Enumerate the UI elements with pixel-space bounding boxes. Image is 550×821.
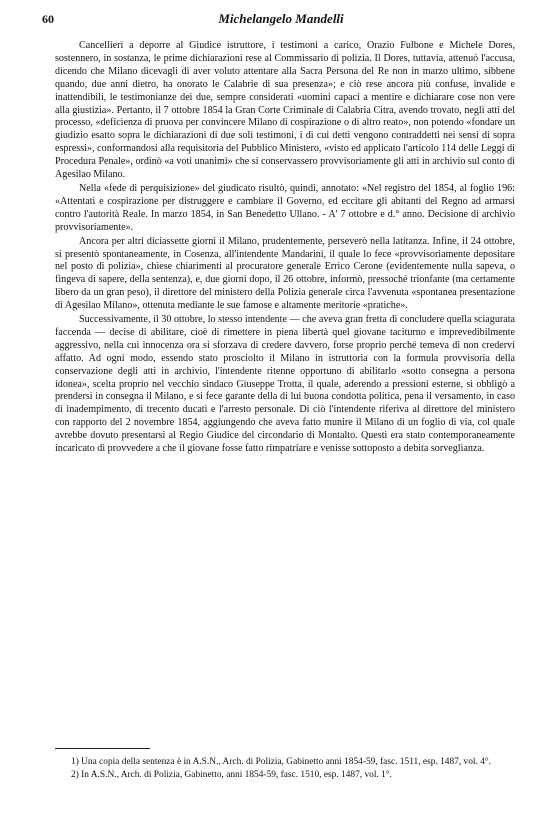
paragraph: Successivamente, il 30 ottobre, lo stesso intendente — che aveva gran fretta di concludere quella sciagurata faccenda — decise di abilitare, cioè di rimettere in piena libertà quel giovane taciturno e imprevedibilmente aggressivo, nella cui innocenza ora si sforzava di credere davvero, forse proprio perché temeva di non crederví affatto. Ad ogni modo, essendo stato prosciolto il Milano in istruttoria con la formula provvisoria della conservazione degli atti in archivio, l'intendente ritenne opportuno di abilitarlo «sotto consegna a persona idonea», scelta proprio nel vecchio sindaco Giuseppe Trotta, il quale, aderendo a pressioni esterne, si obbligò a prendersi in consegna il Milano, e si fece garante della di lui buona condotta politica, pena il versamento, in caso di inadempimento, di trecento ducati e l'arresto personale. Di ciò l'intendente riferiva al direttore del ministero con rapporto del 2 novembre 1854, aggiungendo che aveva fatto munire il Milano di un foglio di via, col quale avrebbe dovuto presentarsi al Regio Giudice del circondario di Montalto. Questi era stato contemporaneamente incaricato di provvedere a che il giovane fosse fatto rimpatriare e venisse sottoposto a debita sorveglianza. [55, 314, 515, 455]
page-number: 60 [42, 12, 54, 26]
paragraph: Nella «fede di perquisizione» del giudicato risultò, quindi, annotato: «Nel registro del 1854, al foglio 196: «Attentati e cospirazione per distruggere e cambiare il Governo, ed eccitare gli abitanti del Regno ad armarsi contro l'autorità Reale. In marzo 1854, in San Benedetto Ullano. - A' 7 ottobre e d.° anno. Decisione di archivio provvisoriamente». [55, 182, 515, 233]
footnote-divider [55, 748, 150, 749]
main-text [55, 40, 515, 457]
paragraph: Cancellieri a deporre al Giudice istruttore, i testimoni a carico, Orazio Fulbone e Michele Dores, sostennero, in sostanza, le prime dichiarazioni rese al Commissario di polizia. Il Dores, tuttavia, attenuò l'accusa, dicendo che Milano dicevagli di aver voluto attentare alla Sacra Persona del Re non in marzo ultimo, sibbene quando, due anni dietro, ha onorato le Calabrie di sua presenza»; e ciò rese ancora più confuse, invalide e inattendibili, le testimonianze dei due, sempre considerati «uomini capaci a mentire e dichiarare cose non vere alla giustizia». Pertanto, il 7 ottobre 1854 la Gran Corte Criminale di Calabria Citra, avendo trovato, negli atti del processo, «deficienza di pruova per convincere Milano di cospirazione o di altro reato», non potendo «fondare un giudizio esatto sopra le dichiarazioni di due soli testimoni, i di cui detti vengono contraddetti nei sensi di sopra espressi», conformandosi alla requisitoria del Pubblico Ministero, «visto ed applicato l'articolo 114 delle Leggi di Procedura Penale», ordinò «a voti unanimi» che si conservassero provvisoriamente gli atti in archivio sul conto di Agesilao Milano. [55, 40, 515, 181]
paragraph: Ancora per altri diciassette giorni il Milano, prudentemente, perseverò nella latitanza. Infine, il 24 ottobre, si presentò spontaneamente, in Cosenza, all'intendente Mandarini, il quale lo fece «provvisoriamente depositare nel posto di polizia», chiese chiarimenti al procuratore generale Errico Cerone (evidentemente nulla sapeva, o fingeva di sapere, della sentenza), e, due giorni dopo, il 26 ottobre, informò, pressoché trionfante (ma certamente libero da un gran peso), il direttore del ministero della Polizia generale circa l'avvenuta «spontanea presentazione di Agesilao Milano», ottenuta mediante le sue famose e altamente meritorie «pratiche». [55, 235, 515, 312]
page-header [42, 8, 520, 28]
running-head: Michelangelo Mandelli [218, 11, 344, 26]
footnote: 1) Una copia della sentenza è in A.S.N., Arch. di Polizia, Gabinetto anni 1854-59, fasc. 1511, esp. 1487, vol. 4°. [71, 757, 491, 767]
footnote: 2) In A.S.N., Arch. di Polizia, Gabinetto, anni 1854-59, fasc. 1510, esp. 1487, vol. 1°. [71, 770, 392, 780]
footnotes [55, 756, 515, 782]
